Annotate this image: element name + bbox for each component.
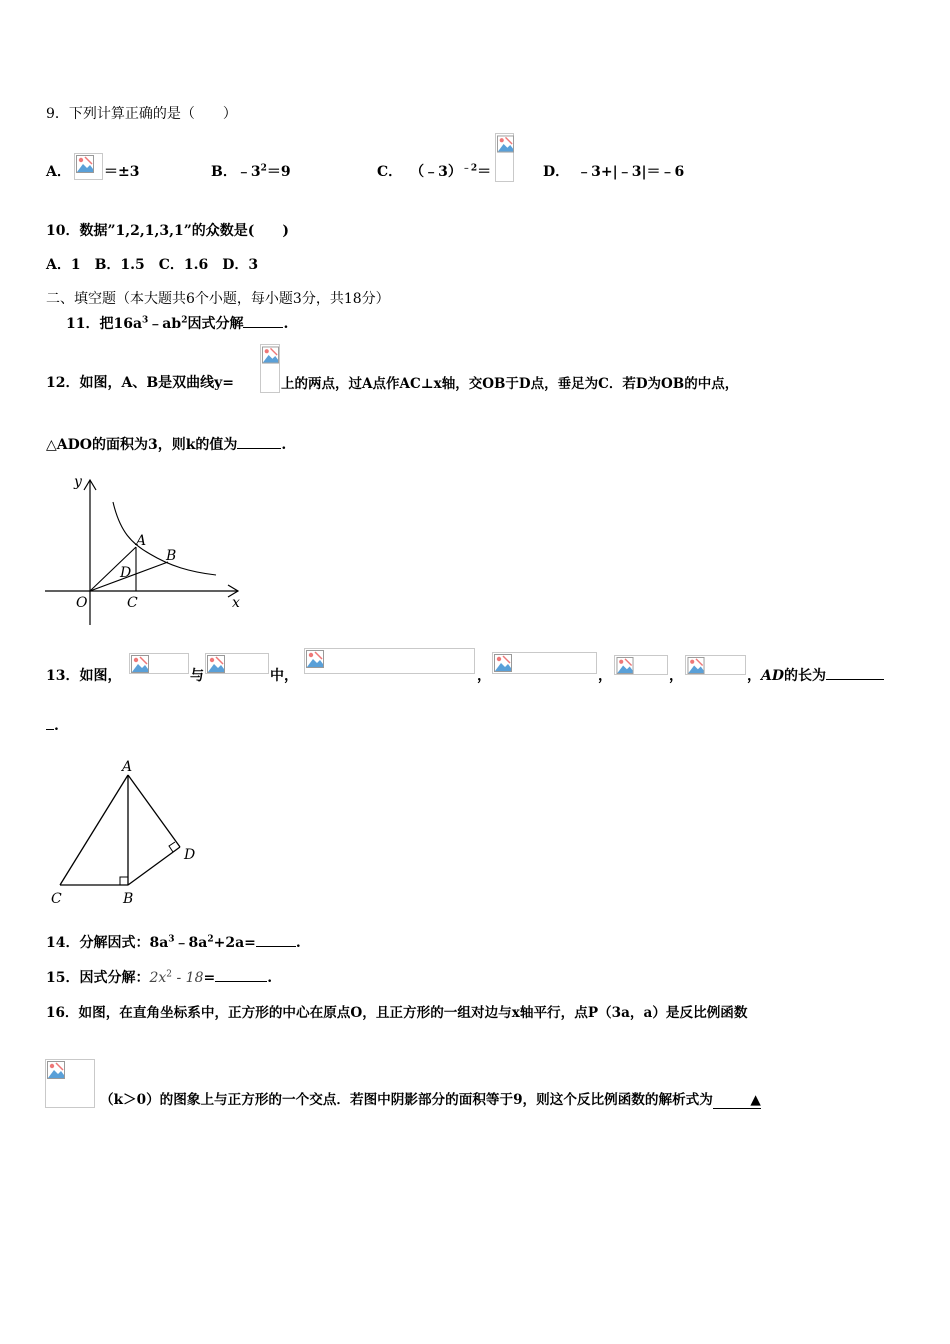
- q9-option-b-expr: ﹣3: [236, 164, 261, 180]
- q9-option-a-tail: ＝±3: [104, 164, 140, 180]
- broken-image-icon: [260, 344, 280, 393]
- broken-image-icon: [614, 655, 668, 675]
- q15-expr1: 2x: [149, 970, 167, 986]
- q14-x1: 3: [168, 934, 175, 945]
- q12-line1-b: 上的两点，过A点作AC⊥x轴，交OB于D点，垂足为C．若D为OB的中点，: [281, 376, 739, 392]
- q10-options: A．1 B．1.5 C．1.6 D．3: [46, 257, 259, 273]
- q11-prefix: 11．把: [66, 316, 114, 332]
- q13-ad: AD: [761, 668, 785, 684]
- label-c: C: [127, 595, 138, 611]
- q13-prefix: 13．如图，: [46, 668, 122, 684]
- q9-option-a-label: A．: [46, 164, 71, 180]
- label-c: C: [51, 891, 62, 907]
- broken-image-icon: [74, 153, 103, 180]
- label-b: B: [123, 891, 134, 907]
- q13-answer-blank[interactable]: [826, 679, 884, 680]
- q9-option-d: [543, 161, 684, 181]
- q11-expr-b: ﹣ab: [148, 316, 182, 332]
- label-a: A: [122, 759, 133, 775]
- q15-answer-blank[interactable]: [215, 981, 267, 982]
- q9-option-b-tail: ＝9: [266, 164, 291, 180]
- q13-comma-2: ，: [598, 668, 612, 684]
- q15-prefix: 15．因式分解：: [46, 970, 150, 986]
- q13-with: 与: [190, 668, 204, 684]
- label-o: O: [76, 595, 88, 611]
- segment-ac: [60, 775, 128, 885]
- triangle-icon: ▲: [750, 1092, 761, 1108]
- q12-answer-blank[interactable]: [237, 448, 281, 449]
- q12-figure: [40, 470, 250, 630]
- q13-answer-blank-cont[interactable]: [46, 729, 54, 730]
- q9-option-d-expr: ﹣3+|﹣3|＝﹣6: [577, 164, 685, 180]
- section-heading: 二、填空题（本大题共6个小题，每小题3分，共18分）: [46, 291, 390, 307]
- q13-suffix: 的长为: [784, 668, 827, 684]
- q9-option-c-tail: ＝: [477, 164, 492, 180]
- q13-comma-1: ，: [477, 668, 491, 684]
- q11-expr-a: 16a: [113, 316, 143, 332]
- label-d: D: [120, 565, 132, 581]
- q14-e2: ﹣8a: [174, 935, 208, 951]
- q11-exp-b: 2: [181, 315, 188, 326]
- segment-bd: [128, 847, 180, 885]
- segment-ad: [128, 775, 180, 847]
- q16-line2-text: （k＞0）的图象上与正方形的一个交点．若图中阴影部分的面积等于9，则这个反比例函数的解析式为: [100, 1092, 713, 1108]
- label-a: A: [136, 533, 147, 549]
- broken-image-icon: [45, 1059, 95, 1108]
- broken-image-icon: [205, 653, 269, 674]
- q15-expr2: - 18: [172, 970, 204, 986]
- q12-line2: [46, 434, 286, 454]
- q12-end: .: [281, 437, 287, 453]
- q15: [46, 967, 272, 987]
- q12-line2-text: △ADO的面积为3，则k的值为: [46, 437, 238, 453]
- q9-option-c: [377, 161, 491, 181]
- q9-option-d-label: D．: [543, 164, 570, 180]
- q9-option-b-label: B．: [211, 164, 237, 180]
- q13-end: .: [54, 718, 59, 734]
- q13-tail: [747, 665, 884, 685]
- q14-answer-blank[interactable]: [256, 946, 296, 947]
- label-d: D: [184, 847, 196, 863]
- q16-line1: 16．如图，在直角坐标系中，正方形的中心在原点O，且正方形的一组对边与x轴平行，点P（3a，a）是反比例函数: [46, 1005, 748, 1021]
- broken-image-icon: [495, 133, 514, 182]
- q13-comma-3: ，: [669, 668, 683, 684]
- right-angle-d: [169, 842, 175, 852]
- q14-e3: +2a=: [213, 935, 256, 951]
- q14-prefix: 14．分解因式：: [46, 935, 150, 951]
- q13-figure: [45, 755, 205, 910]
- q13-in: 中，: [270, 668, 298, 684]
- q11-suffix: 因式分解: [187, 316, 244, 332]
- broken-image-icon: [685, 655, 746, 675]
- q14-end: .: [295, 935, 301, 951]
- q9-stem: 9．下列计算正确的是（ ）: [46, 106, 237, 122]
- q13-line2: [46, 718, 59, 734]
- broken-image-icon: [492, 652, 597, 674]
- q9-option-b: [211, 161, 291, 181]
- q13-comma-4: ，: [747, 668, 761, 684]
- q10-stem: 10．数据”1,2,1,3,1”的众数是( ): [46, 223, 290, 239]
- label-x: x: [232, 595, 240, 611]
- q16-line2: [100, 1088, 761, 1109]
- q12-line1-a: 12．如图，A、B是双曲线y=: [46, 375, 235, 391]
- label-y: y: [74, 474, 82, 490]
- q11: [66, 313, 288, 333]
- q9-option-b-exp: 2: [260, 163, 267, 174]
- q9-option-c-exp: ﹣2: [461, 163, 478, 174]
- q14-e1: 8a: [149, 935, 169, 951]
- broken-image-icon: [129, 653, 189, 674]
- q11-exp-a: 3: [142, 315, 149, 326]
- q15-end: .: [267, 970, 273, 986]
- q11-end: .: [283, 316, 289, 332]
- q11-answer-blank[interactable]: [243, 327, 283, 328]
- q15-eq: =: [203, 970, 216, 986]
- broken-image-icon: [304, 648, 475, 674]
- q9-option-c-expr: （﹣3）: [410, 164, 462, 180]
- q14-x2: 2: [207, 934, 214, 945]
- label-b: B: [166, 548, 177, 564]
- q16-answer-blank[interactable]: [713, 1092, 761, 1109]
- right-angle-b: [120, 877, 128, 885]
- q9-option-c-label: C．: [377, 164, 403, 180]
- q14: [46, 932, 301, 952]
- q15-exp: 2: [166, 969, 173, 980]
